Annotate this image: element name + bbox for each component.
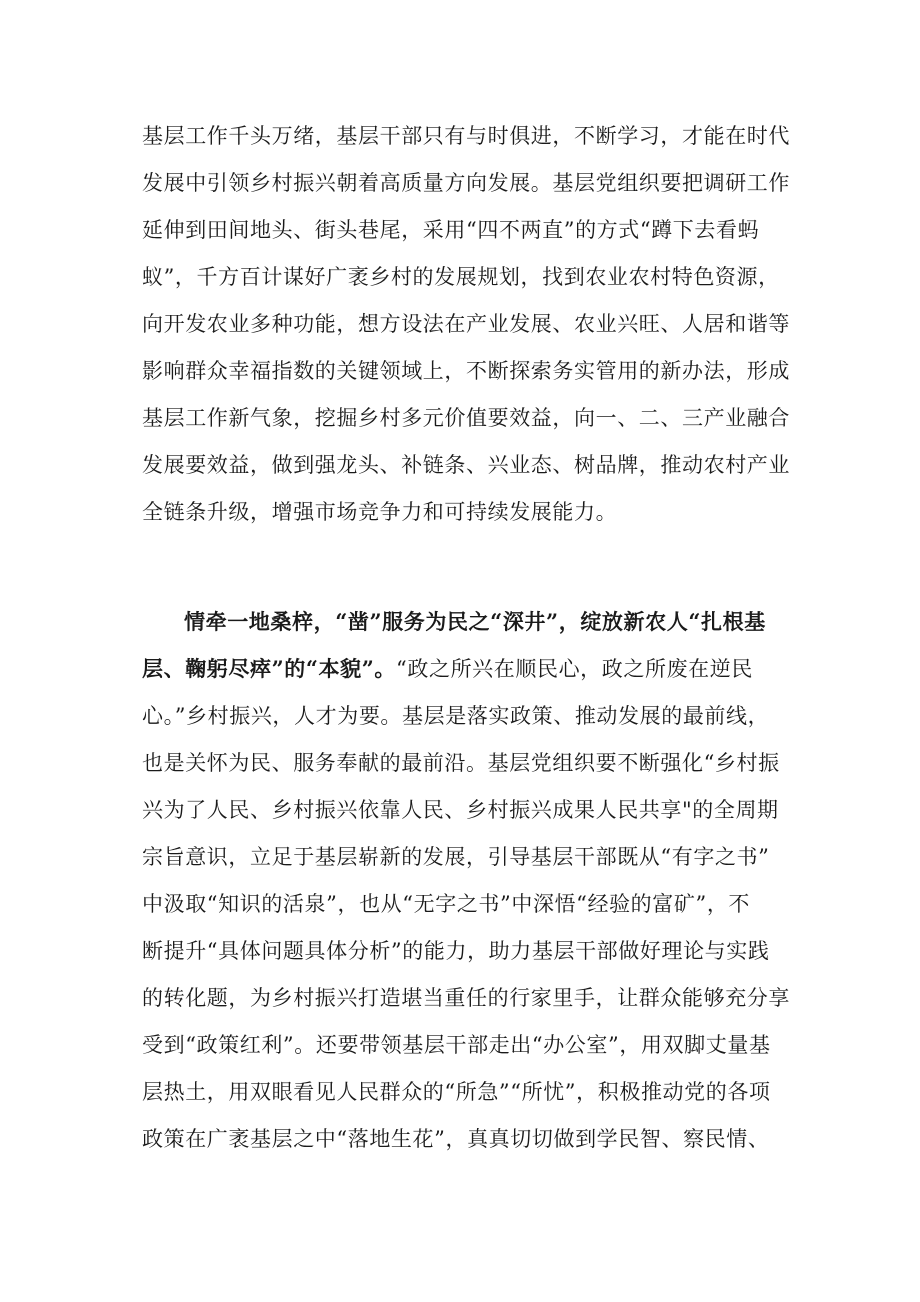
paragraph-2-line-2	[142, 657, 753, 681]
paragraph-2-heading-line-1: 情牵一地桑梓，“凿”服务为民之“深井”，绽放新农人“扎根基	[184, 609, 766, 634]
paragraph-2-line-2-rest: “政之所兴在顺民心，政之所废在逆民	[396, 657, 753, 681]
paragraph-2-line-12: 政策在广袤基层之中“落地生花”，真真切切做到学民智、察民情、	[142, 1127, 770, 1151]
paragraph-1-line-8: 发展要效益，做到强龙头、补链条、兴业态、树品牌，推动农村产业	[142, 453, 790, 477]
paragraph-1-line-2: 发展中引领乡村振兴朝着高质量方向发展。基层党组织要把调研工作	[142, 171, 790, 195]
paragraph-1-line-7: 基层工作新气象，挖掘乡村多元价值要效益，向一、二、三产业融合	[142, 406, 790, 430]
paragraph-2-line-9: 的转化题，为乡村振兴打造堪当重任的行家里手，让群众能够充分享	[142, 986, 790, 1010]
paragraph-2-line-4: 也是关怀为民、服务奉献的最前沿。基层党组织要不断强化“乡村振	[142, 751, 780, 775]
paragraph-1-line-9: 全链条升级，增强市场竞争力和可持续发展能力。	[142, 500, 618, 524]
paragraph-2-line-10: 受到“政策红利”。还要带领基层干部走出“办公室”，用双脚丈量基	[142, 1033, 771, 1057]
paragraph-2-line-6: 宗旨意识，立足于基层崭新的发展，引导基层干部既从“有字之书”	[142, 845, 770, 869]
paragraph-2-line-8: 断提升“具体问题具体分析”的能力，助力基层干部做好理论与实践	[142, 939, 770, 963]
paragraph-1-line-4: 蚁”，千方百计谋好广袤乡村的发展规划，找到农业农村特色资源，	[142, 265, 780, 289]
paragraph-1-line-6: 影响群众幸福指数的关键领域上，不断探索务实管用的新办法，形成	[142, 359, 790, 383]
paragraph-1-line-5: 向开发农业多种功能，想方设法在产业发展、农业兴旺、人居和谐等	[142, 312, 790, 336]
paragraph-2-line-5: 兴为了人民、乡村振兴依靠人民、乡村振兴成果人民共享"的全周期	[142, 798, 779, 822]
paragraph-1-line-3: 延伸到田间地头、街头巷尾，采用“四不两直”的方式“蹲下去看蚂	[142, 218, 760, 242]
paragraph-2-heading-end: 层、鞠躬尽瘁”的“本貌”。	[142, 656, 397, 681]
paragraph-2-line-3: 心。”乡村振兴，人才为要。基层是落实政策、推动发展的最前线，	[142, 704, 770, 728]
paragraph-1-line-1: 基层工作千头万绪，基层干部只有与时俱进，不断学习，才能在时代	[142, 124, 790, 148]
paragraph-2-line-7: 中汲取“知识的活泉”，也从“无字之书”中深悟“经验的富矿”，不	[142, 892, 751, 916]
paragraph-2-line-11: 层热土，用双眼看见人民群众的“所急”“所忧”，积极推动党的各项	[142, 1080, 771, 1104]
